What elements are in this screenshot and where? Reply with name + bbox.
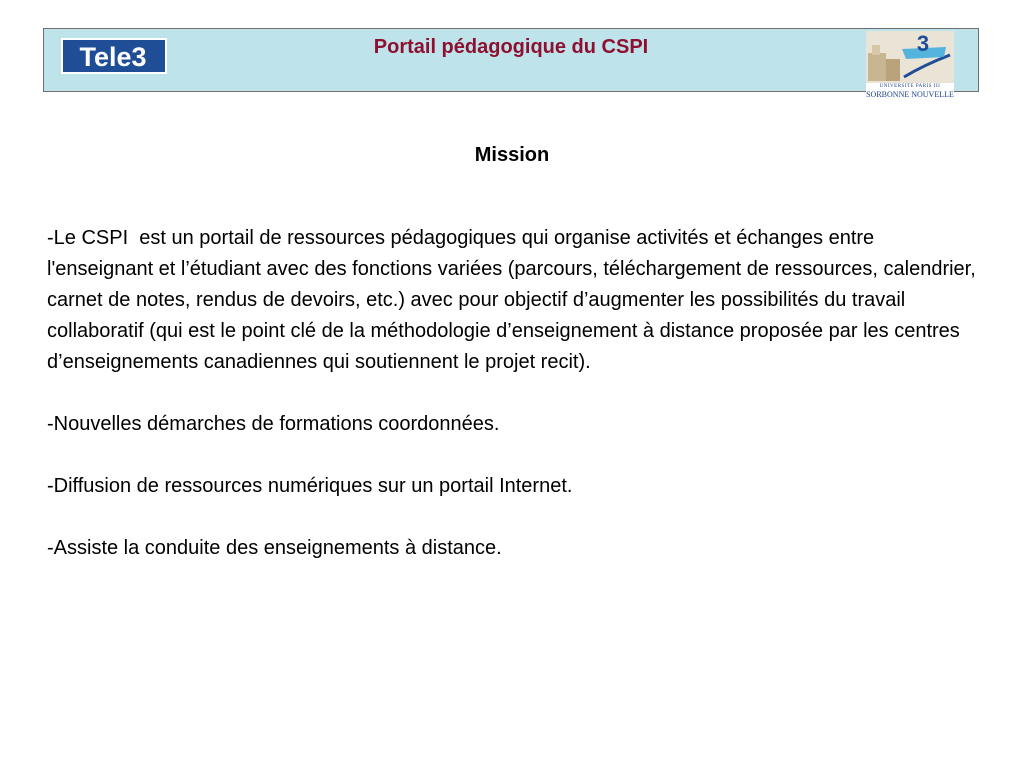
svg-text:3: 3	[916, 31, 930, 56]
universite-paris-3-logo-icon	[866, 31, 954, 101]
mission-paragraph: -Assiste la conduite des enseignements à distance.	[47, 537, 502, 559]
univ-logo-line1: UNIVERSITE PARIS III	[879, 84, 941, 89]
university-building-icon	[866, 31, 954, 83]
svg-text:Tele3: Tele3	[79, 42, 147, 72]
mission-heading: Mission	[474, 144, 550, 166]
mission-paragraph: -Nouvelles démarches de formations coordonnées.	[47, 413, 500, 435]
page-title: Portail pédagogique du CSPI	[373, 36, 649, 58]
mission-content	[47, 223, 982, 595]
mission-paragraph: -Diffusion de ressources numériques sur un portail Internet.	[47, 475, 573, 497]
header-banner	[43, 28, 979, 99]
mission-paragraph: -Le CSPI est un portail de ressources pédagogiques qui organise activités et échanges entre l'enseignant et l’étudiant avec des fonctions variées (parcours, téléchargement de ressources, calendrier, carnet de notes, rendus de devoirs, etc.) avec pour objectif d’augmenter les possibilités du travail collaboratif (qui est le point clé de la méthodologie d’enseignement à distance proposée par les centres d’enseignements canadiennes qui soutiennent le projet recit).	[47, 227, 982, 373]
univ-logo-line2: SORBONNE NOUVELLE	[866, 90, 954, 99]
